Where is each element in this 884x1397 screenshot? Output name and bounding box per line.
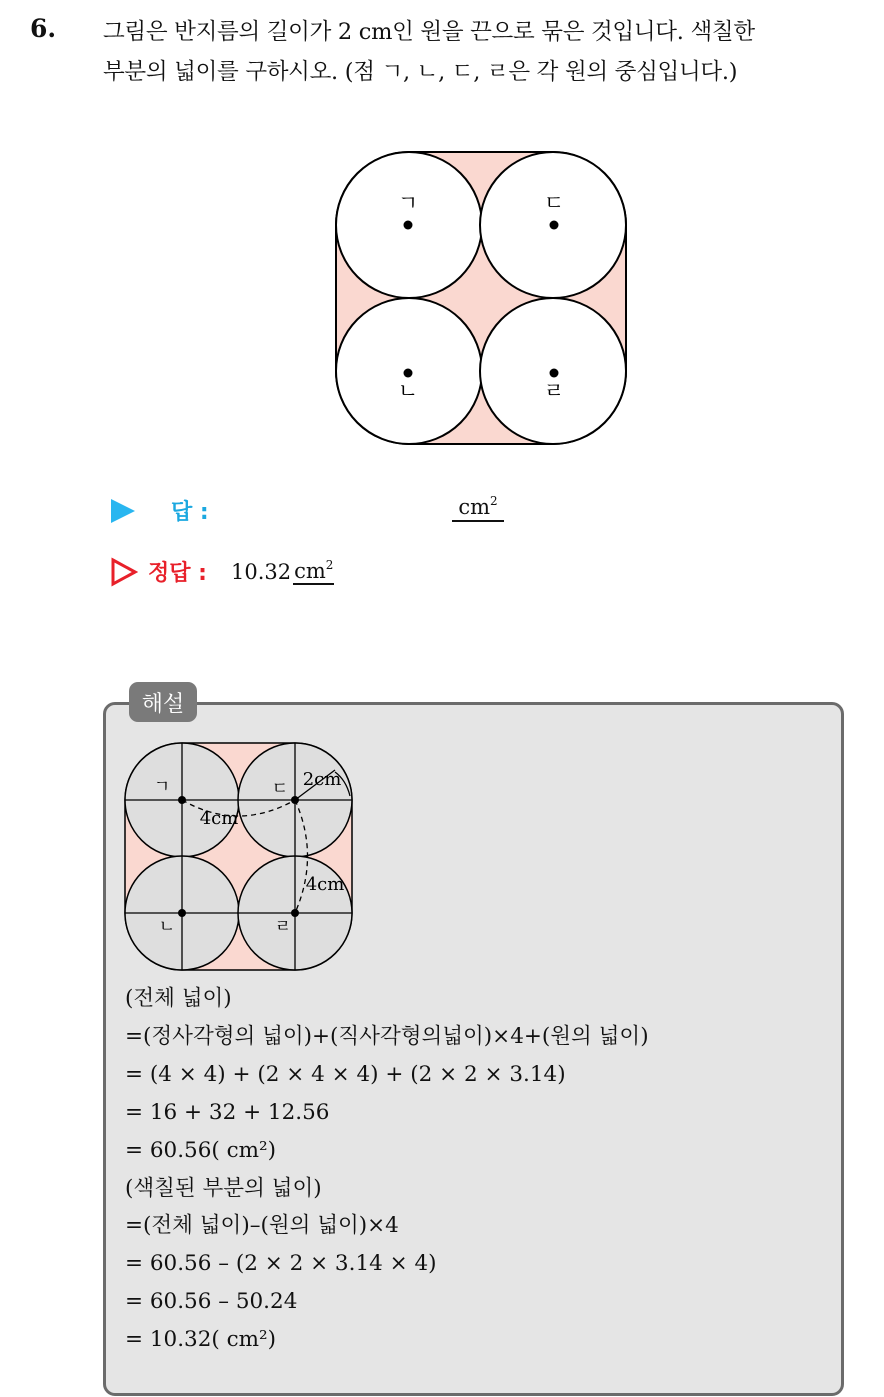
explain-label-dist-top: 4cm [199, 808, 239, 829]
explain-label-r: ㄹ [274, 917, 292, 937]
correct-answer-row [110, 556, 334, 587]
explain-center-d [291, 796, 299, 804]
label-n: ㄴ [397, 379, 419, 403]
explain-center-r [291, 909, 299, 917]
center-point-g [404, 221, 413, 230]
answer-label: 답 : [171, 500, 209, 525]
explain-label-n: ㄴ [158, 917, 176, 937]
step-line: = (4 × 4) + (2 × 4 × 4) + (2 × 2 × 3.14) [125, 1061, 566, 1087]
circles-figure [330, 148, 632, 450]
center-point-r [550, 369, 559, 378]
center-point-d [550, 221, 559, 230]
explanation-tab: 해설 [129, 682, 197, 722]
explain-label-dist-side: 4cm [305, 874, 345, 895]
outline-arrow-icon [110, 557, 138, 587]
step-line: = 60.56 – (2 × 2 × 3.14 × 4) [125, 1251, 437, 1277]
play-arrow-icon [110, 497, 136, 525]
answer-blank[interactable] [452, 494, 504, 522]
answer-row [110, 495, 209, 526]
step-line: = 60.56( cm²) [125, 1137, 277, 1163]
explain-center-g [178, 796, 186, 804]
explanation-figure [122, 740, 358, 976]
explain-label-radius: 2cm [302, 769, 342, 790]
question-line-2: 부분의 넓이를 구하시오. (점 ㄱ, ㄴ, ㄷ, ㄹ은 각 원의 중심입니다.) [103, 59, 738, 85]
question-number: 6. [30, 14, 57, 43]
correct-label: 정답 : [148, 561, 207, 586]
question-text [103, 12, 873, 92]
step-line: (전체 넓이) [125, 986, 232, 1011]
answer-unit: cm [458, 495, 491, 519]
correct-unit-group [293, 559, 334, 585]
explain-center-n [178, 909, 186, 917]
answer-unit-exp: 2 [490, 494, 498, 508]
label-g: ㄱ [397, 191, 419, 215]
correct-unit-exp: 2 [325, 557, 334, 572]
step-line: = 16 + 32 + 12.56 [125, 1099, 330, 1125]
correct-value: 10.32 [230, 559, 292, 584]
step-line: = 10.32( cm²) [125, 1327, 277, 1353]
step-line: (색칠된 부분의 넓이) [125, 1175, 322, 1201]
label-r: ㄹ [543, 379, 565, 403]
step-line: = 60.56 – 50.24 [125, 1289, 298, 1315]
explain-label-g: ㄱ [153, 777, 171, 797]
label-d: ㄷ [543, 191, 565, 215]
step-line: =(전체 넓이)–(원의 넓이)×4 [125, 1213, 399, 1239]
explanation-steps [125, 980, 649, 1359]
question-line-1: 그림은 반지름의 길이가 2 cm인 원을 끈으로 묶은 것입니다. 색칠한 [103, 19, 755, 45]
step-line: =(정사각형의 넓이)+(직사각형의넓이)×4+(원의 넓이) [125, 1023, 649, 1049]
correct-unit: cm [294, 558, 326, 583]
center-point-n [404, 369, 413, 378]
explain-label-d: ㄷ [271, 779, 289, 799]
